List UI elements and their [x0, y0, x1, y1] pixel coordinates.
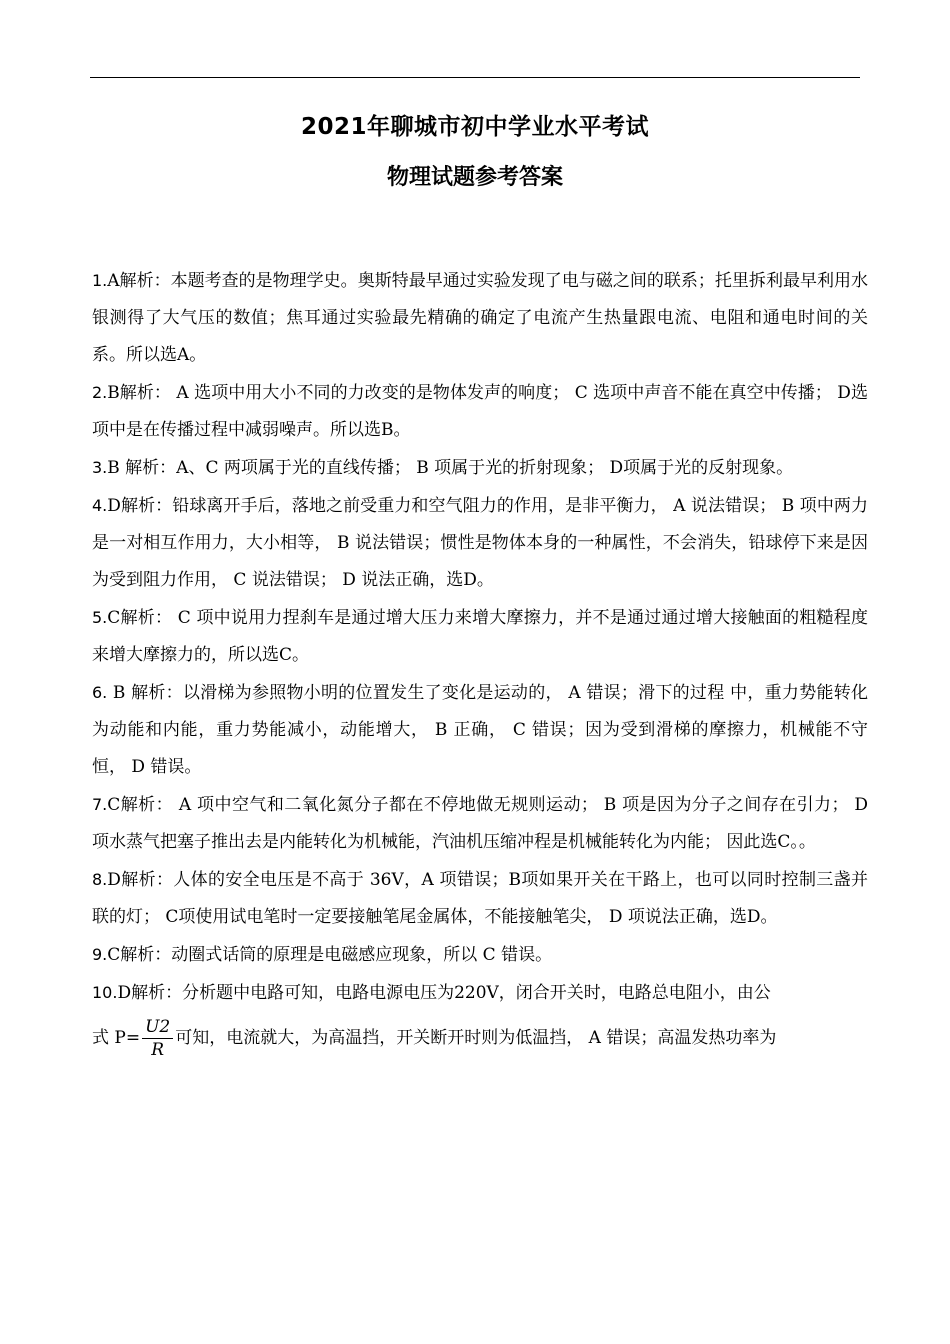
formula-prefix: 式 P=: [92, 1028, 141, 1048]
page-title: 2021年聊城市初中学业水平考试: [300, 114, 649, 140]
answer-text: C解析：动圈式话筒的原理是电磁感应现象，所以 C 错误。: [107, 945, 553, 965]
answer-item-6: [92, 674, 868, 786]
page-subtitle: 物理试题参考答案: [386, 165, 563, 190]
formula-suffix: 可知，电流就大，为高温挡，开关断开时则为低温挡， A 错误；高温发热功率为: [175, 1028, 777, 1048]
answer-number: 3.: [92, 458, 108, 477]
answer-text: B解析： A 选项中用大小不同的力改变的是物体发声的响度； C 选项中声音不能在真空中传播； D选项中是在传播过程中减弱噪声。所以选B。: [92, 383, 868, 440]
answer-item-3: [92, 449, 868, 487]
answer-item-8: [92, 861, 868, 936]
fraction-numerator: U2: [142, 1016, 173, 1039]
header-rule: [90, 77, 860, 78]
power-formula-fraction: [142, 1016, 173, 1061]
answer-number: 4.: [92, 496, 108, 515]
answer-number: 2.: [92, 383, 108, 402]
answer-number: 6.: [92, 683, 108, 702]
answer-number: 7.: [92, 795, 108, 814]
answer-item-10: [92, 974, 868, 1012]
answer-text: B 解析：以滑梯为参照物小明的位置发生了变化是运动的， A 错误；滑下的过程 中，重力势能转化为动能和内能，重力势能减小，动能增大， B 正确， C 错误；因为受到滑梯的摩擦力，机械能不守恒， D 错误。: [92, 683, 868, 777]
answer-number: 10.: [92, 983, 118, 1002]
answer-item-10-continued: [92, 1016, 868, 1061]
answer-text: C解析： A 项中空气和二氧化氮分子都在不停地做无规则运动； B 项是因为分子之间存在引力； D 项水蒸气把塞子推出去是内能转化为机械能，汽油机压缩冲程是机械能转化为内能； 因此选C。。: [92, 795, 868, 852]
answer-text: B 解析：A、C 两项属于光的直线传播； B 项属于光的折射现象； D项属于光的反射现象。: [107, 458, 794, 478]
answer-item-4: [92, 487, 868, 599]
answer-text: C解析： C 项中说用力捏刹车是通过增大压力来增大摩擦力，并不是通过通过增大接触面的粗糙程度来增大摩擦力的，所以选C。: [92, 608, 868, 665]
answer-item-2: [92, 374, 868, 449]
answer-item-1: [92, 262, 868, 374]
answer-item-5: [92, 599, 868, 674]
answer-number: 1.: [92, 271, 108, 290]
answer-text: A解析：本题考查的是物理学史。奥斯特最早通过实验发现了电与磁之间的联系；托里拆利最早利用水银测得了大气压的数值；焦耳通过实验最先精确的确定了电流产生热量跟电流、电阻和通电时间的关系。所以选A。: [92, 271, 868, 365]
answer-item-7: [92, 786, 868, 861]
answer-item-9: [92, 936, 868, 974]
answer-number: 5.: [92, 608, 108, 627]
answer-text: D解析：分析题中电路可知，电路电源电压为220V，闭合开关时，电路总电阻小，由公: [117, 983, 771, 1003]
answer-text: D解析：铅球离开手后，落地之前受重力和空气阻力的作用，是非平衡力， A 说法错误； B 项中两力是一对相互作用力，大小相等， B 说法错误；惯性是物体本身的一种属性，不会消失，铅球停下来是因为受到阻力作用， C 说法错误； D 说法正确，选D。: [92, 496, 868, 590]
answer-text: D解析：人体的安全电压是不高于 36V，A 项错误；B项如果开关在干路上，也可以同时控制三盏并联的灯； C项使用试电笔时一定要接触笔尾金属体，不能接触笔尖， D 项说法正确，选D。: [92, 870, 868, 927]
fraction-denominator: R: [151, 1040, 165, 1060]
answer-number: 9.: [92, 945, 108, 964]
answer-list: [92, 262, 868, 1061]
answer-number: 8.: [92, 870, 108, 889]
